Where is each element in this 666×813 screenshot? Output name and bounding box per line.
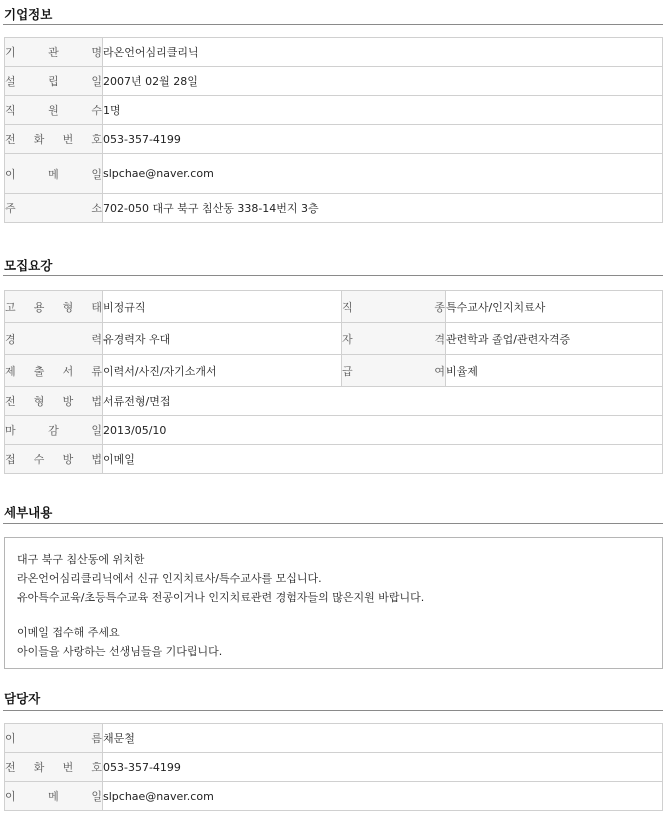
row-value: 이메일: [103, 445, 663, 474]
table-row: [5, 194, 663, 223]
recruit-rows: [5, 291, 663, 474]
label-char: 전: [5, 395, 16, 408]
row-value: slpchae@naver.com: [103, 782, 663, 811]
label-char: 류: [91, 364, 102, 378]
label-char: 번: [62, 761, 74, 774]
label-char: 번: [62, 133, 74, 146]
row-label: [342, 355, 446, 387]
label-char: 방: [62, 395, 74, 408]
label-char: 립: [48, 75, 59, 88]
row-label: [5, 782, 103, 811]
table-row: [5, 416, 663, 445]
label-char: 태: [91, 300, 102, 314]
label-char: 이: [5, 790, 16, 803]
label-char: 기: [5, 46, 16, 59]
label-char: 여: [434, 364, 445, 378]
label-char: 고: [5, 300, 16, 314]
row-value: 라온언어심리클리닉: [103, 38, 663, 67]
label-char: 출: [33, 364, 45, 378]
section-title-contact: 담당자: [4, 691, 41, 706]
label-char: 감: [48, 424, 59, 437]
row-label: [5, 125, 103, 154]
detail-line: 아이들을 사랑하는 선생님들을 기다립니다.: [17, 645, 223, 658]
row-label: [5, 387, 103, 416]
label-char: 자: [342, 332, 353, 346]
label-char: 경: [5, 332, 16, 346]
detail-blank-line: [17, 607, 662, 623]
label-char: 방: [62, 453, 74, 466]
label-char: 이: [5, 732, 16, 745]
row-label: [5, 154, 103, 194]
row-label: [5, 96, 103, 125]
label-char: 화: [33, 133, 45, 146]
label-char: 관: [48, 46, 59, 59]
table-row: [5, 323, 663, 355]
section-title-company: 기업정보: [4, 7, 53, 22]
table-row: [5, 125, 663, 154]
row-value: 053-357-4199: [103, 125, 663, 154]
row-value: 702-050 대구 북구 침산동 338-14번지 3층: [103, 194, 663, 223]
section-rule: [3, 523, 663, 524]
section-title-detail: 세부내용: [4, 505, 53, 520]
row-value: 2007년 02월 28일: [103, 67, 663, 96]
label-char: 용: [33, 300, 45, 314]
section-title-recruit: 모집요강: [4, 258, 53, 273]
label-char: 원: [48, 104, 59, 117]
row-value: 채문철: [103, 724, 663, 753]
label-char: 호: [91, 133, 102, 146]
row-value: slpchae@naver.com: [103, 154, 663, 194]
row-label: [5, 323, 103, 355]
detail-content-box: [4, 537, 663, 669]
label-char: 법: [91, 453, 102, 466]
row-value: 비정규직: [103, 291, 342, 323]
table-row: [5, 291, 663, 323]
table-row: [5, 724, 663, 753]
row-value: 관련학과 졸업/관련자격증: [446, 323, 663, 355]
label-char: 형: [33, 395, 45, 408]
row-label: [5, 724, 103, 753]
detail-line: 대구 북구 침산동에 위치한: [17, 553, 145, 566]
label-char: 명: [91, 46, 102, 59]
label-char: 일: [91, 167, 102, 181]
row-label: [5, 355, 103, 387]
label-char: 전: [5, 133, 16, 146]
label-char: 일: [91, 790, 102, 803]
row-label: [5, 194, 103, 223]
label-char: 형: [62, 300, 74, 314]
detail-line: 라온언어심리클리닉에서 신규 인지치료사/특수교사를 모십니다.: [17, 572, 322, 585]
row-label: [342, 323, 446, 355]
label-char: 마: [5, 424, 16, 437]
label-char: 소: [91, 202, 102, 215]
row-value: 053-357-4199: [103, 753, 663, 782]
label-char: 제: [5, 364, 16, 378]
label-char: 호: [91, 761, 102, 774]
detail-line: 이메일 접수해 주세요: [17, 626, 120, 639]
row-value: 1명: [103, 96, 663, 125]
label-char: 직: [5, 104, 16, 117]
label-char: 전: [5, 761, 16, 774]
row-value: 2013/05/10: [103, 416, 663, 445]
row-value: 특수교사/인지치료사: [446, 291, 663, 323]
row-value: 이력서/사진/자기소개서: [103, 355, 342, 387]
table-row: [5, 782, 663, 811]
label-char: 름: [91, 732, 102, 745]
row-label: [5, 291, 103, 323]
label-char: 급: [342, 364, 353, 378]
section-rule: [3, 710, 663, 711]
label-char: 서: [62, 364, 74, 378]
table-row: [5, 753, 663, 782]
row-value: 비율제: [446, 355, 663, 387]
row-label: [342, 291, 446, 323]
label-char: 격: [434, 332, 445, 346]
section-rule: [3, 275, 663, 276]
detail-line: 유아특수교육/초등특수교육 전공이거나 인지치료관련 경험자들의 많은지원 바랍니다.: [17, 591, 425, 604]
table-row: [5, 67, 663, 96]
company-info-table: [4, 37, 663, 223]
row-label: [5, 416, 103, 445]
label-char: 접: [5, 453, 16, 466]
row-label: [5, 38, 103, 67]
contact-info-table: [4, 723, 663, 811]
row-value: 서류전형/면접: [103, 387, 663, 416]
label-char: 화: [33, 761, 45, 774]
table-row: [5, 355, 663, 387]
table-row: [5, 445, 663, 474]
table-row: [5, 96, 663, 125]
section-rule: [3, 24, 663, 25]
label-char: 메: [48, 790, 59, 803]
row-label: [5, 445, 103, 474]
label-char: 종: [434, 300, 445, 314]
label-char: 직: [342, 300, 353, 314]
recruit-info-table: [4, 290, 663, 474]
row-label: [5, 753, 103, 782]
label-char: 력: [91, 332, 102, 346]
contact-rows: [5, 724, 663, 811]
label-char: 수: [33, 453, 45, 466]
label-char: 일: [91, 424, 102, 437]
company-rows: [5, 38, 663, 223]
label-char: 이: [5, 167, 16, 181]
label-char: 설: [5, 75, 16, 88]
table-row: [5, 154, 663, 194]
label-char: 수: [91, 104, 102, 117]
row-label: [5, 67, 103, 96]
label-char: 법: [91, 395, 102, 408]
label-char: 주: [5, 202, 16, 215]
table-row: [5, 38, 663, 67]
table-row: [5, 387, 663, 416]
label-char: 일: [91, 75, 102, 88]
label-char: 메: [48, 167, 59, 181]
row-value: 유경력자 우대: [103, 323, 342, 355]
